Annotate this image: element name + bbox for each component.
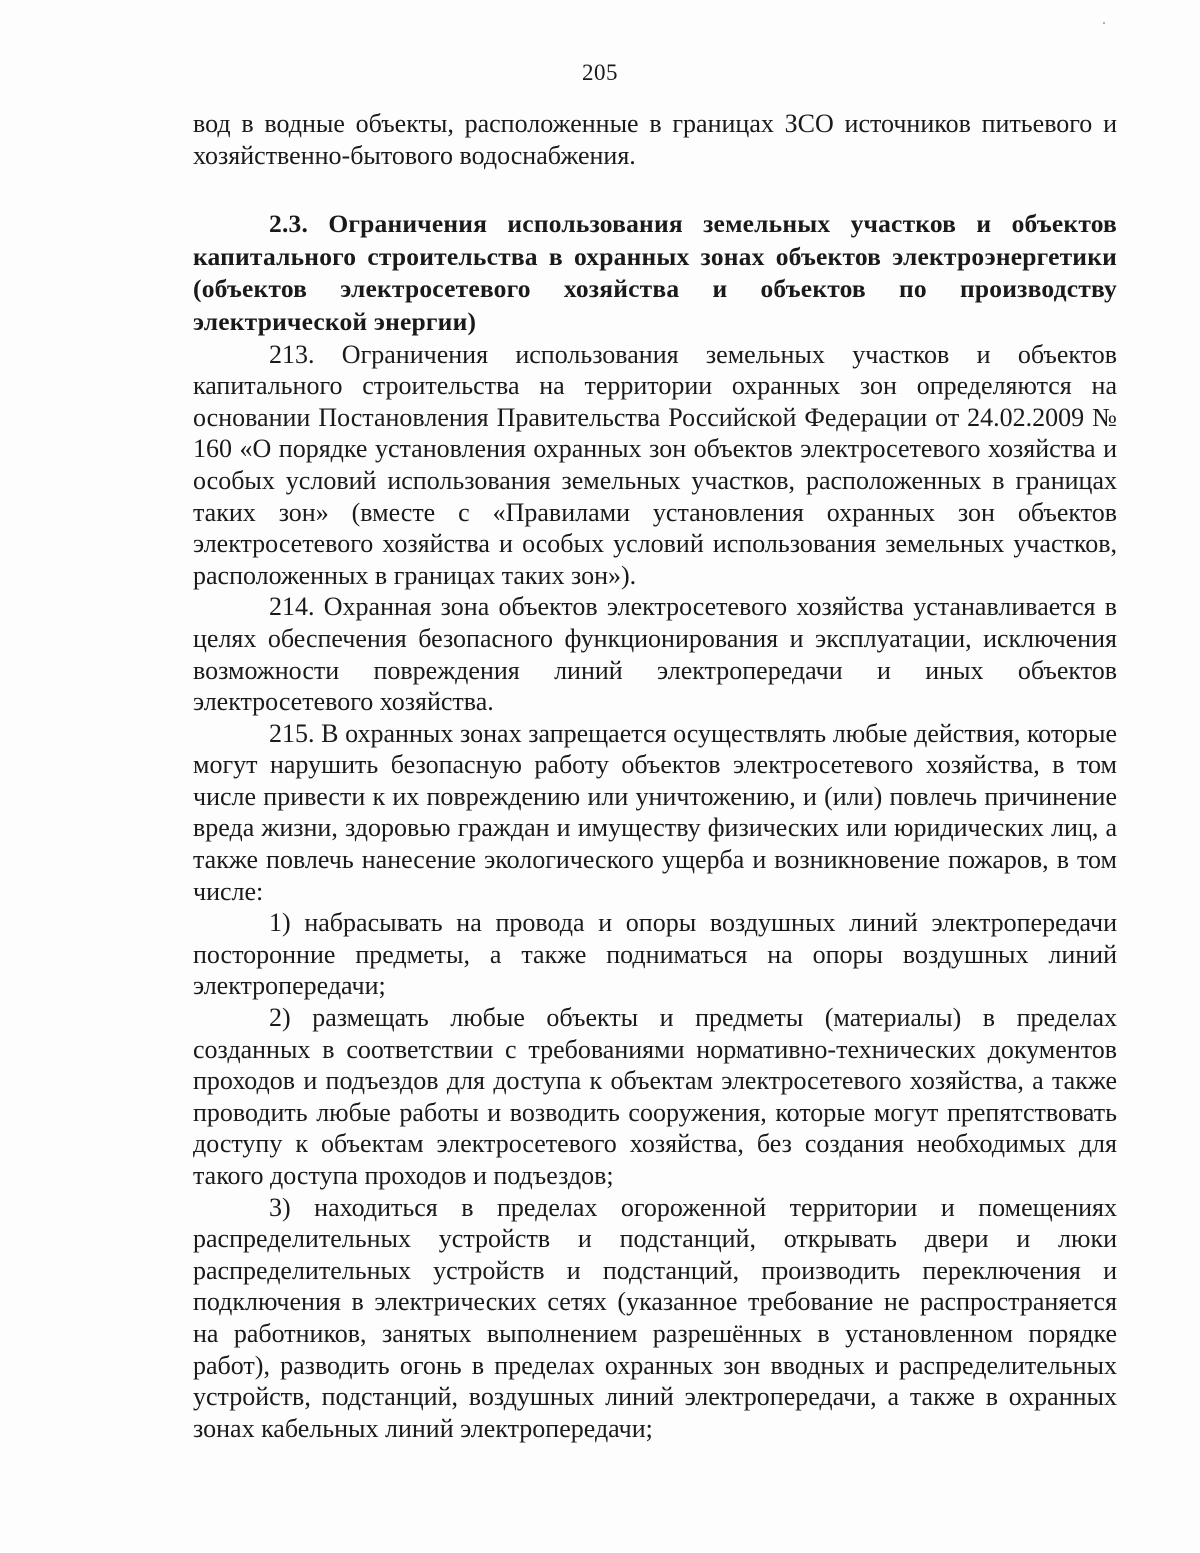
- section-heading: 2.3. Ограничения использования земельных участков и объектов капитального строительства в охранных зонах объектов электроэнергетики (объектов электросетевого хозяйства и объектов по производству электрической энергии): [193, 209, 1117, 336]
- page-number: 205: [582, 60, 618, 85]
- paragraph-214: 214. Охранная зона объектов электросетевого хозяйства устанавливается в целях обеспечения безопасного функционирования и эксплуатации, исключения возможности повреждения линий электропередачи и иных объектов электросетевого хозяйства.: [193, 592, 1117, 717]
- scan-speck: [1103, 22, 1105, 24]
- list-item-1: 1) набрасывать на провода и опоры воздушных линий электропередачи посторонние предметы, а также подниматься на опоры воздушных линий электропередачи;: [193, 908, 1117, 1001]
- paragraph-215: 215. В охранных зонах запрещается осуществлять любые действия, которые могут нарушить безопасную работу объектов электросетевого хозяйства, в том числе привести к их повреждению или уничтожению, и (или) повлечь причинение вреда жизни, здоровью граждан и имуществу физических или юридических лиц, а также повлечь нанесение экологического ущерба и возникновение пожаров, в том числе:: [193, 718, 1117, 906]
- list-item-2: 2) размещать любые объекты и предметы (материалы) в пределах созданных в соответствии с требованиями нормативно-технических документов проходов и подъездов для доступа к объектам электросетевого хозяйства, а также проводить любые работы и возводить сооружения, которые могут препятствовать доступу к объектам электросетевого хозяйства, без создания необходимых для такого доступа проходов и подъездов;: [193, 1003, 1117, 1190]
- paragraph-213: 213. Ограничения использования земельных участков и объектов капитального строительства на территории охранных зон определяются на основании Постановления Правительства Российской Федерации от 24.02.2009 № 160 «О порядке установления охранных зон объектов электросетевого хозяйства и особых условий использования земельных участков, расположенных в границах таких зон» (вместе с «Правилами установления охранных зон объектов электросетевого хозяйства и особых условий использования земельных участков, расположенных в границах таких зон»).: [193, 339, 1117, 590]
- document-body: [193, 108, 1117, 1444]
- intro-paragraph: вод в водные объекты, расположенные в границах ЗСО источников питьевого и хозяйственно-бытового водоснабжения.: [193, 109, 1117, 170]
- list-item-3: 3) находиться в пределах огороженной территории и помещениях распределительных устройств и подстанций, открывать двери и люки распределительных устройств и подстанций, производить переключения и подключения в электрических сетях (указанное требование не распространяется на работников, занятых выполнением разрешённых в установленном порядке работ), разводить огонь в пределах охранных зон вводных и распределительных устройств, подстанций, воздушных линий электропередачи, а также в охранных зонах кабельных линий электропередачи;: [193, 1192, 1117, 1443]
